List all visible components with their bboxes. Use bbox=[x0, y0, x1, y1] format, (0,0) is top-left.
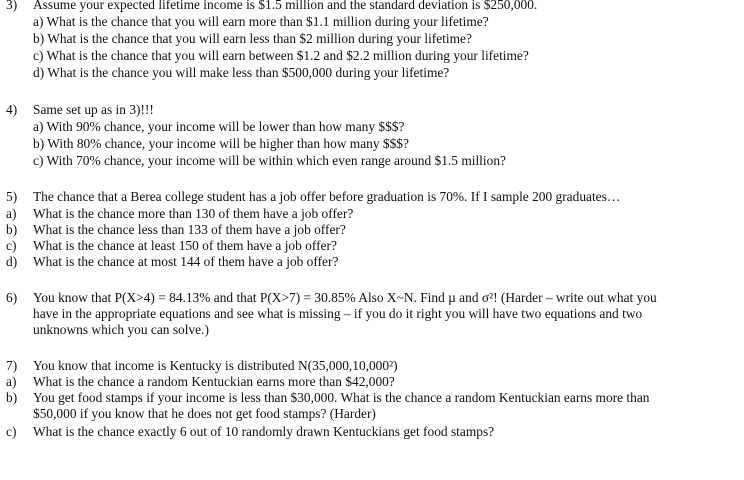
problem-stem: The chance that a Berea college student has a job offer before graduation is 70%. If I sample 200 graduates… bbox=[33, 189, 621, 204]
item-label: d) bbox=[6, 254, 18, 269]
question-item-line: $50,000 if you know that he does not get food stamps? (Harder) bbox=[33, 406, 376, 421]
question-item: What is the chance at least 150 of them have a job offer? bbox=[33, 238, 337, 253]
question-item: d) What is the chance you will make less than $500,000 during your lifetime? bbox=[33, 65, 450, 80]
item-label: c) bbox=[6, 424, 17, 439]
problem-stem-line: have in the appropriate equations and see what is missing – if you do it right you will have two equations and two bbox=[33, 306, 643, 321]
item-label: a) bbox=[6, 206, 17, 221]
question-item: c) What is the chance that you will earn between $1.2 and $2.2 million during your lifetime? bbox=[33, 48, 529, 63]
item-label: b) bbox=[6, 222, 18, 237]
question-item: b) With 80% chance, your income will be higher than how many $$$? bbox=[33, 136, 409, 151]
question-item: What is the chance at most 144 of them have a job offer? bbox=[33, 254, 339, 269]
question-item: c) With 70% chance, your income will be within which even range around $1.5 million? bbox=[33, 153, 506, 168]
question-item: a) What is the chance that you will earn more than $1.1 million during your lifetime? bbox=[33, 14, 489, 29]
question-item: What is the chance more than 130 of them have a job offer? bbox=[33, 206, 354, 221]
question-item-line: You get food stamps if your income is less than $30,000. What is the chance a random Kentuckian earns more than bbox=[33, 390, 650, 405]
question-item: What is the chance exactly 6 out of 10 randomly drawn Kentuckians get food stamps? bbox=[33, 424, 495, 439]
problem-number: 6) bbox=[6, 290, 18, 305]
item-label: b) bbox=[6, 390, 18, 405]
question-item: a) With 90% chance, your income will be lower than how many $$$? bbox=[33, 119, 405, 134]
question-item: What is the chance less than 133 of them have a job offer? bbox=[33, 222, 346, 237]
problem-number: 3) bbox=[6, 0, 18, 12]
problem-number: 4) bbox=[6, 102, 18, 117]
item-label: a) bbox=[6, 374, 17, 389]
problem-stem: You know that income is Kentucky is distributed N(35,000,10,000²) bbox=[33, 358, 398, 373]
problem-number: 7) bbox=[6, 358, 18, 373]
problem-stem-line: unknowns which you can solve.) bbox=[33, 322, 209, 337]
question-item: b) What is the chance that you will earn less than $2 million during your lifetime? bbox=[33, 31, 472, 46]
problem-stem: Assume your expected lifetime income is $1.5 million and the standard deviation is $250,000. bbox=[33, 0, 538, 12]
question-item: What is the chance a random Kentuckian earns more than $42,000? bbox=[33, 374, 395, 389]
problem-stem: Same set up as in 3)!!! bbox=[33, 102, 154, 117]
problem-number: 5) bbox=[6, 189, 18, 204]
item-label: c) bbox=[6, 238, 17, 253]
problem-stem-line: You know that P(X>4) = 84.13% and that P(X>7) = 30.85% Also X~N. Find µ and σ²! (Harder – write out what you bbox=[33, 290, 657, 305]
